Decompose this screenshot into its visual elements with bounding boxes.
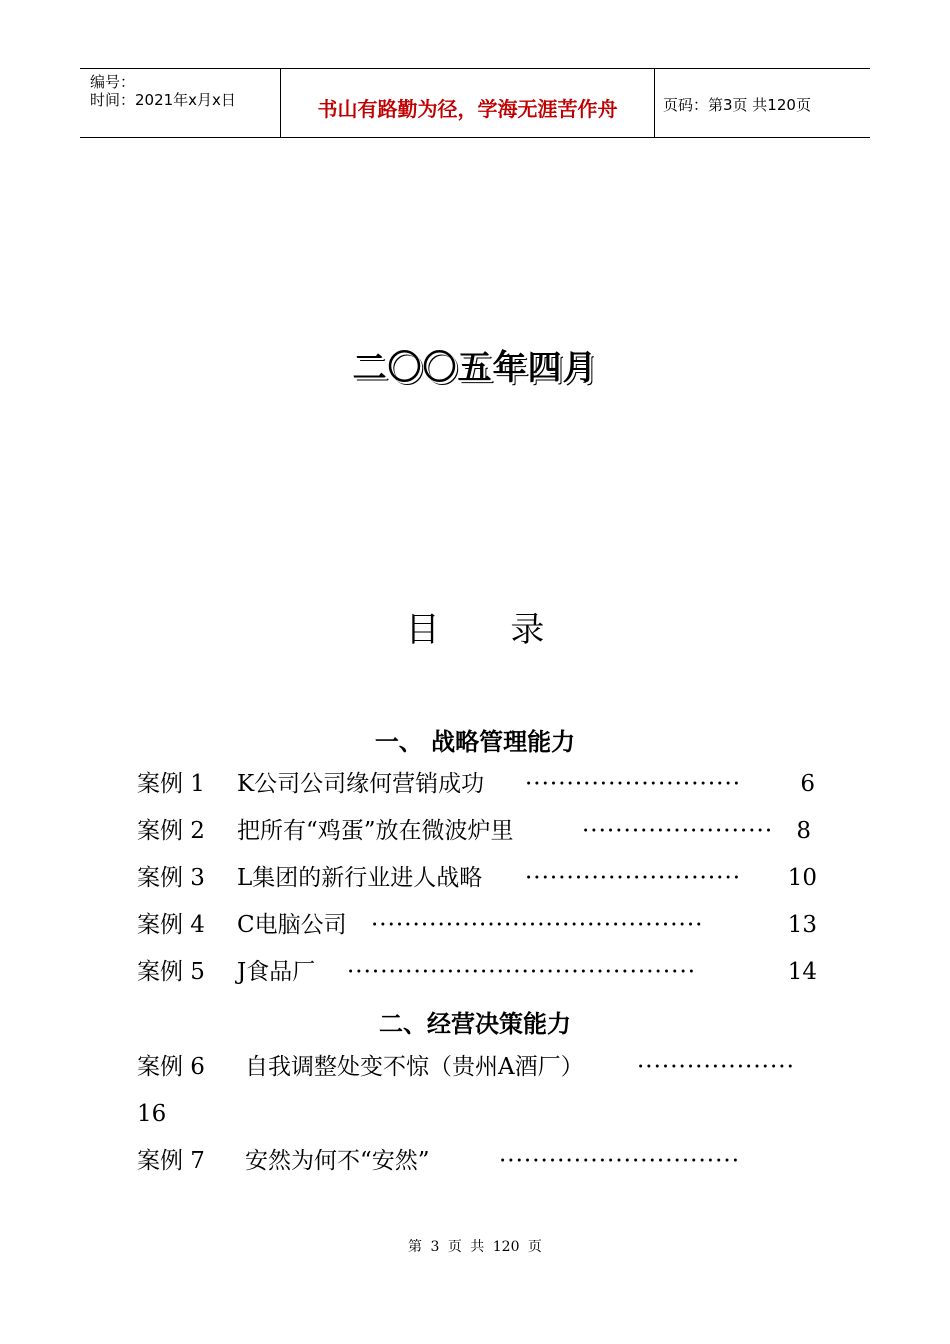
header-motto-cell [281, 69, 655, 137]
toc-entry-number: 案例 3 [137, 865, 205, 891]
header-page-cell [655, 69, 870, 137]
toc-leader-dots: ·························· [525, 771, 742, 797]
toc-entry-title: 自我调整处变不惊（贵州A酒厂） [245, 1054, 584, 1080]
toc-entry-page: 10 [787, 865, 817, 891]
header-motto: 书山有路勤为径，学海无涯苦作舟 [317, 97, 618, 121]
toc-leader-dots: ·························· [525, 865, 742, 891]
header-meta-cell [80, 69, 281, 137]
toc-entry-number: 案例 2 [137, 818, 205, 844]
toc-entry-number: 案例 1 [137, 771, 205, 797]
toc-entry-number: 案例 7 [137, 1148, 205, 1174]
toc-entry[interactable] [137, 815, 817, 847]
toc-entry[interactable] [137, 1051, 817, 1083]
toc-entry-title: K公司公司缘何营销成功 [237, 771, 485, 797]
toc-entry-title: L集团的新行业进人战略 [237, 865, 483, 891]
toc-entry[interactable] [137, 956, 817, 988]
toc-entry-title: C电脑公司 [237, 912, 347, 938]
toc-entry[interactable] [137, 768, 817, 800]
toc-entry[interactable] [137, 1145, 817, 1177]
toc-leader-dots: ······················· [582, 818, 774, 844]
toc-entry-number: 案例 6 [137, 1054, 205, 1080]
toc-title: 目 录 [405, 610, 545, 650]
section-heading-strategy: 一、 战略管理能力 [374, 728, 576, 756]
toc-entry-page: 8 [796, 818, 811, 844]
toc-entry-title: 把所有“鸡蛋”放在微波炉里 [237, 818, 514, 844]
header-page-info: 页码：第3页 共120页 [663, 96, 811, 114]
date-title: 二〇〇五年四月 [352, 348, 598, 388]
toc-leader-dots: ·········································· [347, 959, 697, 985]
toc-entry-title: 安然为何不“安然” [245, 1148, 430, 1174]
toc-entry-page: 6 [800, 771, 815, 797]
page-footer: 第 3 页 共 120 页 [408, 1239, 542, 1255]
toc-entry-page: 14 [787, 959, 817, 985]
document-number-label: 编号： [90, 73, 136, 91]
toc-entry-page: 13 [787, 912, 817, 938]
page-header [80, 68, 870, 138]
toc-entry[interactable] [137, 862, 817, 894]
toc-entry-page-wrapped: 16 [137, 1101, 167, 1127]
toc-entry-title: J食品厂 [237, 959, 316, 985]
toc-entry[interactable] [137, 909, 817, 941]
toc-leader-dots: ··················· [637, 1054, 795, 1080]
toc-leader-dots: ········································ [371, 912, 704, 938]
toc-entry-number: 案例 5 [137, 959, 205, 985]
document-time-label: 时间：2021年x月x日 [90, 91, 236, 109]
toc-entry-number: 案例 4 [137, 912, 205, 938]
section-heading-decision: 二、经营决策能力 [379, 1010, 571, 1038]
toc-leader-dots: ····························· [499, 1148, 741, 1174]
